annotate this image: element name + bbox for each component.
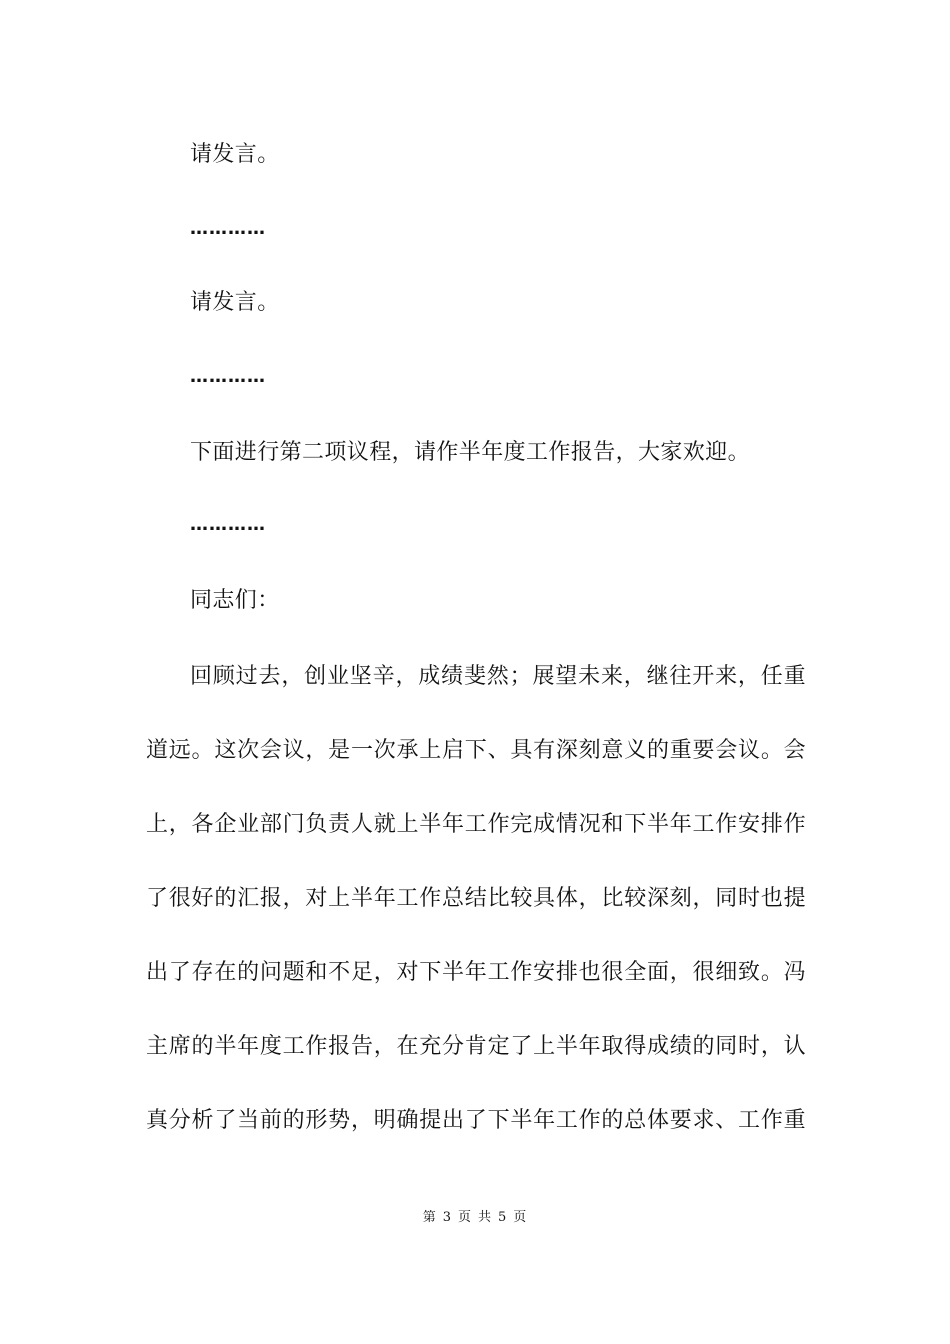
ellipsis-line-3: ………… <box>190 514 266 535</box>
agenda-line: 下面进行第二项议程，请作半年度工作报告，大家欢迎。 <box>190 440 751 465</box>
page-footer <box>0 1208 950 1228</box>
salutation-line: 同志们： <box>190 588 280 613</box>
paragraph-line-3: 上，各企业部门负责人就上半年工作完成情况和下半年工作安排作 <box>146 812 806 837</box>
paragraph-line-4: 了很好的汇报，对上半年工作总结比较具体，比较深刻，同时也提 <box>146 886 806 911</box>
footer-page-prefix: 第 <box>422 1210 437 1225</box>
footer-total-pages: 5 <box>498 1210 508 1225</box>
footer-page-word: 页 <box>457 1210 472 1225</box>
paragraph-line-7: 真分析了当前的形势，明确提出了下半年工作的总体要求、工作重 <box>146 1108 806 1133</box>
paragraph-line-6: 主席的半年度工作报告，在充分肯定了上半年取得成绩的同时，认 <box>146 1034 806 1059</box>
footer-total-prefix: 共 <box>478 1210 493 1225</box>
speech-line-2: 请发言。 <box>190 290 280 315</box>
speech-line-1: 请发言。 <box>190 142 280 167</box>
ellipsis-line-1: ………… <box>190 218 266 239</box>
paragraph-line-1: 回顾过去，创业坚辛，成绩斐然；展望未来，继往开来，任重 <box>190 664 806 689</box>
ellipsis-line-2: ………… <box>190 366 266 387</box>
footer-current-page: 3 <box>442 1210 452 1225</box>
paragraph-line-5: 出了存在的问题和不足，对下半年工作安排也很全面，很细致。冯 <box>146 960 806 985</box>
paragraph-line-2: 道远。这次会议，是一次承上启下、具有深刻意义的重要会议。会 <box>146 738 806 763</box>
footer-total-suffix: 页 <box>513 1210 528 1225</box>
